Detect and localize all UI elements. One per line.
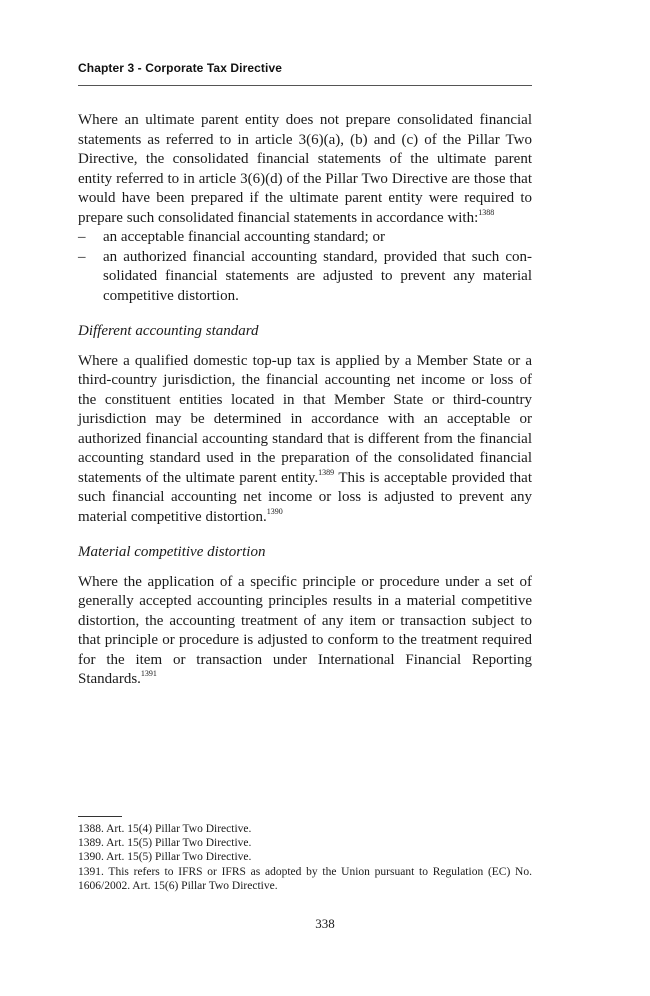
list-item-text: an acceptable financial accounting standard; or	[103, 229, 385, 245]
paragraph-text: Where an ultimate parent entity does not prepare consolidated financial statements as referred to in article 3(6)(a), (b) and (c) of the Pillar Two Directive, the consolidated financial statements of the ultimate parent entity referred to in article 3(6)(d) of the Pillar Two Directive are those that would have been prepared if the ultimate parent entity were required to prepare such consolidated financial statements in accordance with:	[78, 112, 532, 226]
footnote: 1390. Art. 15(5) Pillar Two Directive.	[78, 851, 252, 864]
paragraph-material-distortion	[78, 573, 532, 690]
list-item	[78, 228, 532, 248]
header-rule	[78, 85, 532, 86]
dash-bullet: –	[78, 229, 86, 245]
footnote-ref: 1390	[266, 506, 283, 516]
subheading-different-accounting-standard: Different accounting standard	[78, 323, 259, 339]
standards-list	[78, 228, 532, 306]
body-text	[78, 111, 532, 690]
dash-bullet: –	[78, 248, 86, 265]
footnote-ref: 1388	[478, 207, 495, 217]
footnote-ref: 1389	[318, 467, 335, 477]
paragraph-ultimate-parent	[78, 111, 532, 228]
footnote: 1388. Art. 15(4) Pillar Two Directive.	[78, 823, 252, 835]
footnote: 1391. This refers to IFRS or IFRS as adopted by the Union pursuant to Regulation (EC) No. 1606/2002. Art. 15(6) Pillar Two Directive.	[78, 865, 532, 892]
list-item-text: an authorized financial accounting standard, provided that such consolidated financial statements are adjusted to prevent any material competitive distortion.	[103, 248, 532, 304]
footnotes	[78, 822, 532, 893]
subheading-material-competitive-distortion: Material competitive distortion	[78, 544, 266, 560]
paragraph-text: Where the application of a specific principle or procedure under a set of generally accepted accounting principles results in a material competitive distortion, the accounting treatment of any item or transaction subject to that principle or procedure is adjusted to conform to the treatment required for the item or transaction under International Financial Reporting Standards.	[78, 573, 532, 687]
paragraph-text: This is acceptable provided that such financial accounting net income or loss is adjusted to prevent any material competitive distortion.	[78, 469, 532, 525]
footnote-rule	[78, 816, 122, 817]
footnote-ref: 1391	[140, 669, 157, 678]
paragraph-text: Where a qualified domestic top-up tax is applied by a Member State or a third-country jurisdiction, the financial accounting net income or loss of the constituent entities located in that Member State or third-country jurisdiction may be determined in accordance with an acceptable or authorized financial accounting standard that is different from the financial accounting standard used in the preparation of the consolidated financial statements of the ultimate parent entity.	[78, 352, 532, 486]
footnote: 1389. Art. 15(5) Pillar Two Directive.	[78, 837, 252, 850]
running-head: Chapter 3 - Corporate Tax Directive	[78, 61, 283, 75]
page-number: 338	[315, 916, 335, 931]
list-item	[78, 248, 532, 307]
paragraph-different-standard	[78, 352, 532, 528]
